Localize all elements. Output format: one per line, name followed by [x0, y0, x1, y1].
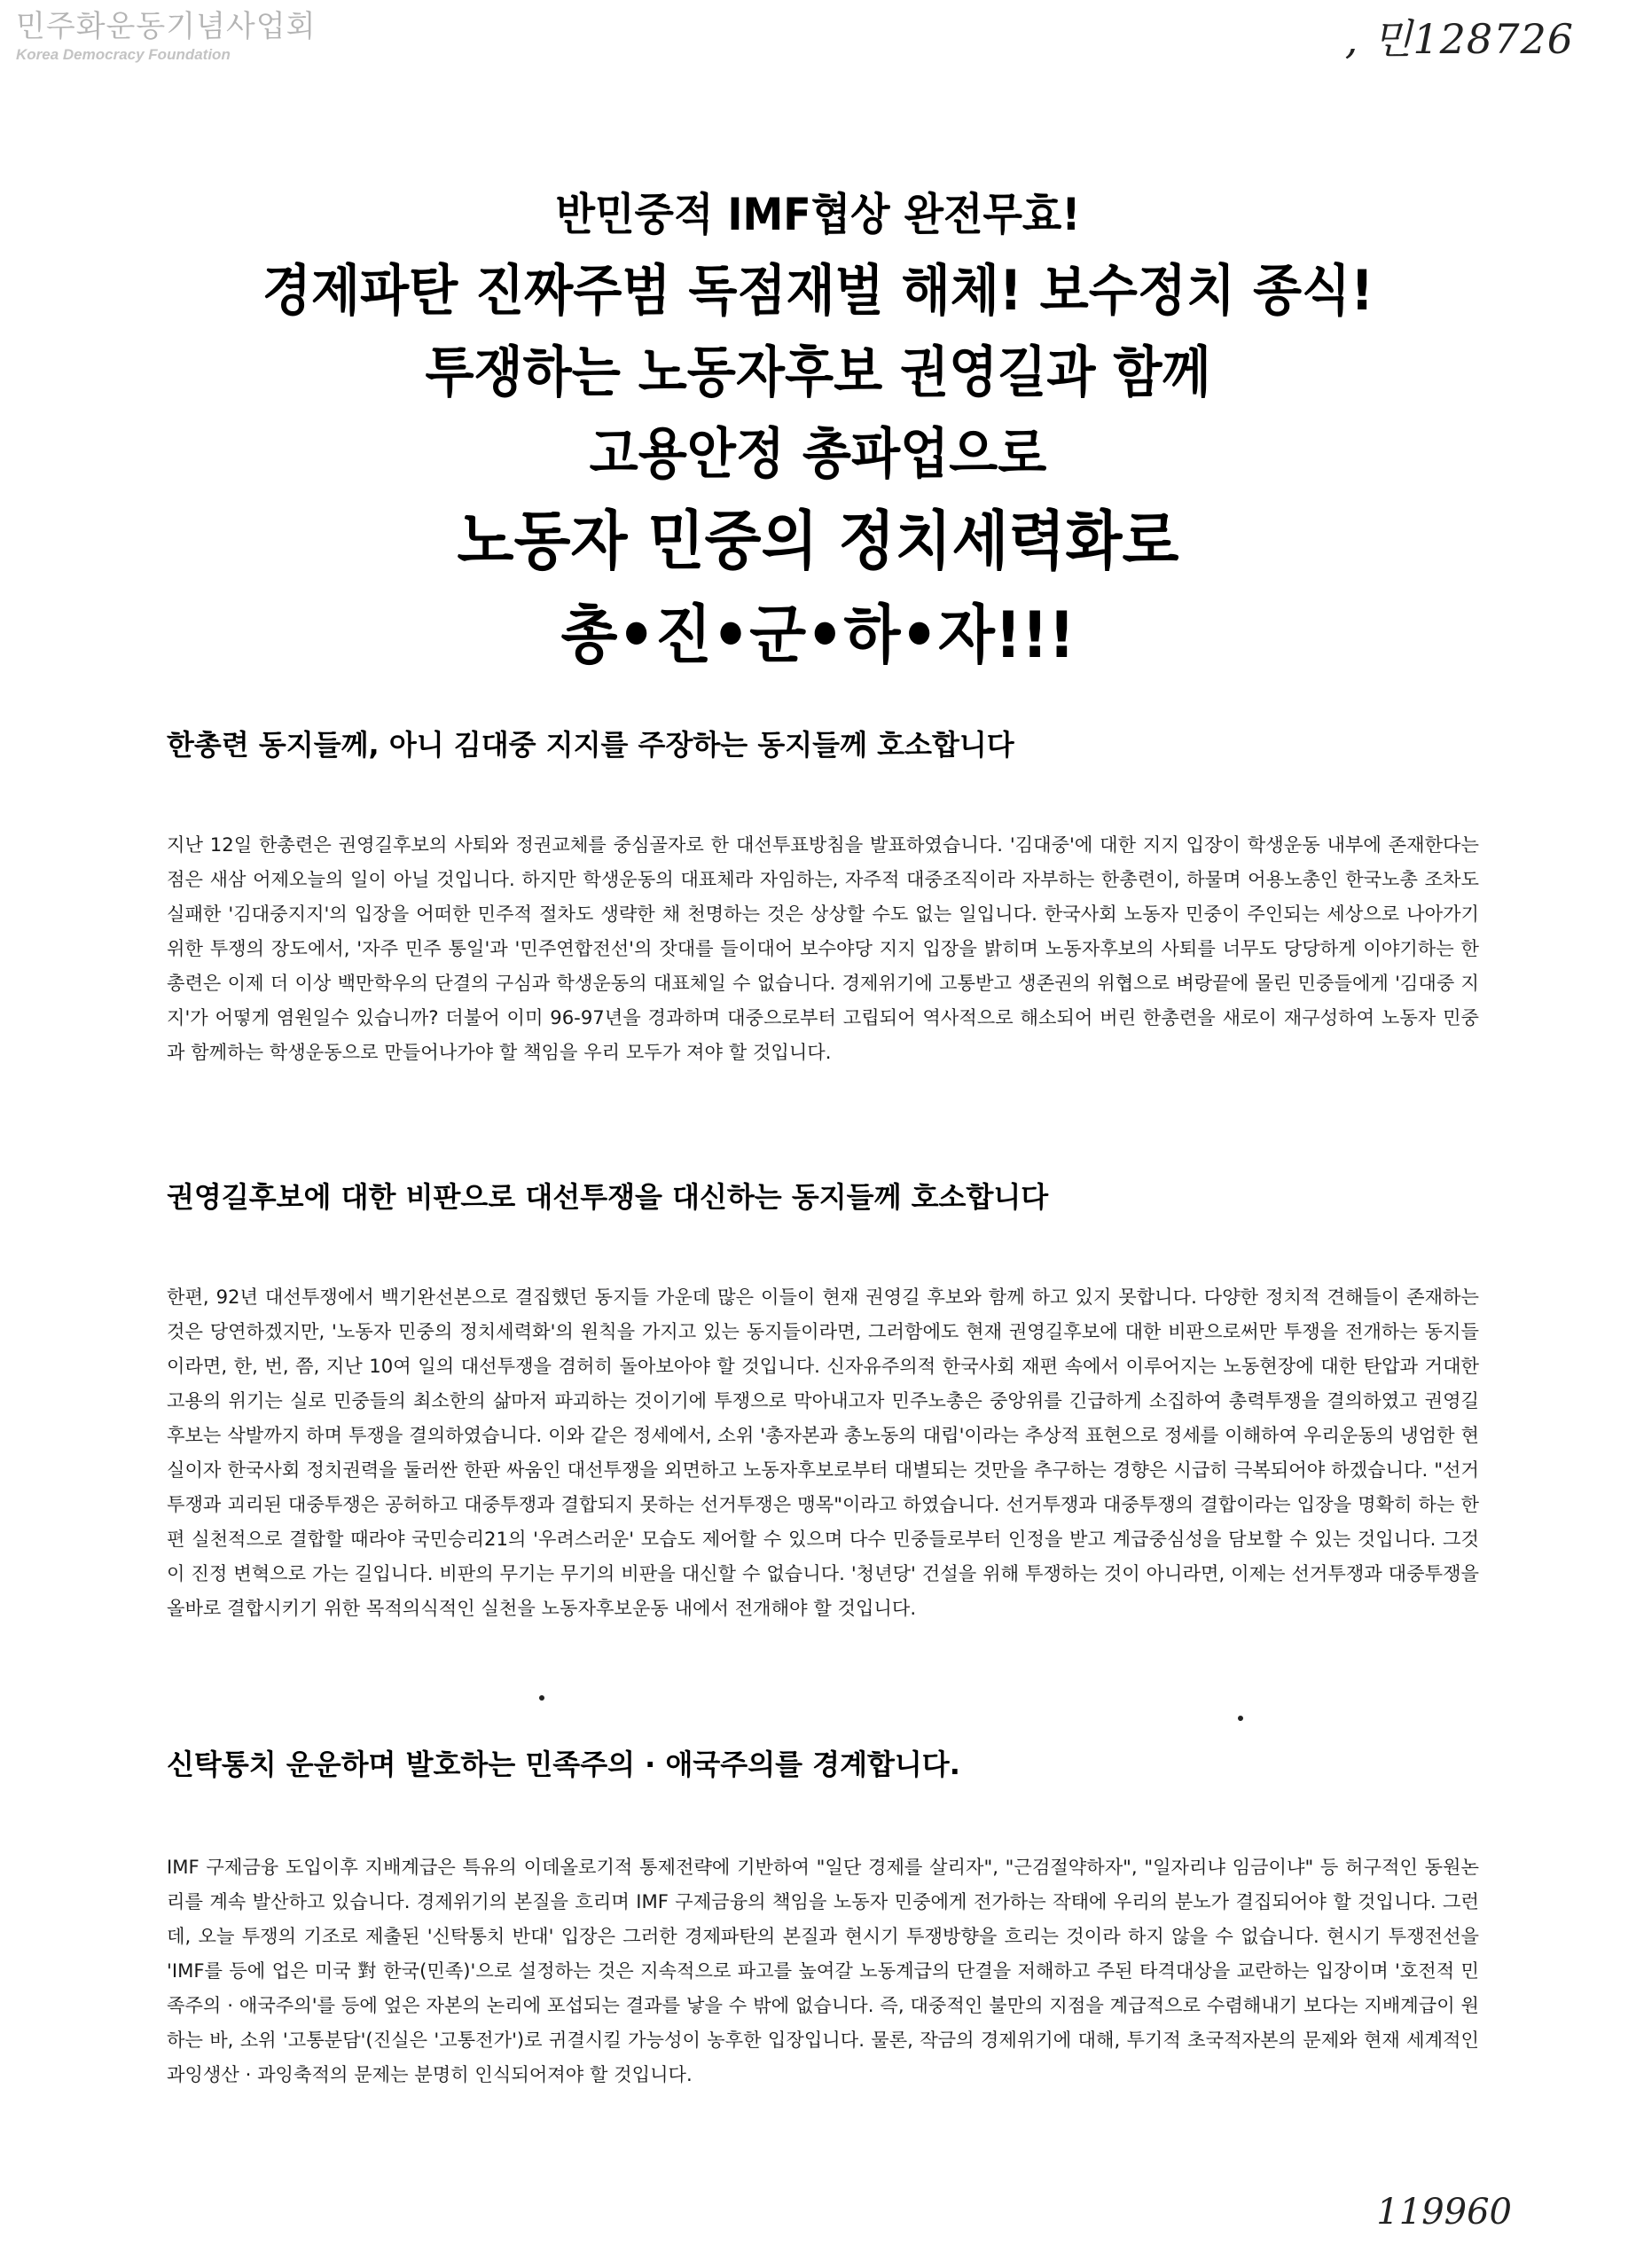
section-3	[167, 1747, 1479, 2092]
scan-speck	[1238, 1716, 1243, 1721]
title-line-1: 반민중적 IMF협상 완전무효!	[555, 189, 1081, 240]
section-heading: 신탁통치 운운하며 발호하는 민족주의 · 애국주의를 경계합니다.	[167, 1748, 960, 1781]
scan-speck	[539, 1695, 544, 1701]
watermark-logo	[16, 9, 316, 64]
archive-number: , 민128726	[1344, 15, 1574, 63]
section-body: 지난 12일 한총련은 권영길후보의 사퇴와 정권교체를 중심골자로 한 대선투표방침을 발표하였습니다. '김대중'에 대한 지지 입장이 학생운동 내부에 존재한다는 점은 새삼 어제오늘의 일이 아닐 것입니다. 하지만 학생운동의 대표체라 자임하는, 자주적 대중조직이라 자부하는 한총련이, 하물며 어용노총인 한국노총 조차도 실패한 '김대중지지'의 입장을 어떠한 민주적 절차도 생략한 채 천명하는 것은 상상할 수도 없는 일입니다. 한국사회 노동자 민중이 주인되는 세상으로 나아가기 위한 투쟁의 장도에서, '자주 민주 통일'과 '민주연합전선'의 잣대를 들이대어 보수야당 지지 입장을 밝히며 노동자후보의 사퇴를 너무도 당당하게 이야기하는 한총련은 이제 더 이상 백만학우의 단결의 구심과 학생운동의 대표체일 수 없습니다. 경제위기에 고통받고 생존권의 위협으로 벼랑끝에 몰린 민중들에게 '김대중 지지'가 어떻게 염원일수 있습니까? 더불어 이미 96-97년을 경과하며 대중으로부터 고립되어 역사적으로 해소되어 버린 한총련을 새로이 재구성하여 노동자 민중과 함께하는 학생운동으로 만들어나가야 할 책임을 우리 모두가 져야 할 것입니다.	[167, 833, 1479, 1063]
title-line-3: 투쟁하는 노동자후보 권영길과 함께	[425, 340, 1211, 404]
title-line-5: 노동자 민중의 정치세력화로	[457, 504, 1179, 578]
section-heading: 권영길후보에 대한 비판으로 대선투쟁을 대신하는 동지들께 호소합니다	[167, 1180, 1049, 1214]
page-number: 119960	[1376, 2192, 1512, 2233]
section-heading: 한총련 동지들께, 아니 김대중 지지를 주장하는 동지들께 호소합니다	[167, 728, 1014, 762]
title-block	[0, 186, 1636, 676]
watermark-korean: 민주화운동기념사업회	[16, 9, 317, 44]
section-body: IMF 구제금융 도입이후 지배계급은 특유의 이데올로기적 통제전략에 기반하여 "일단 경제를 살리자", "근검절약하자", "일자리냐 임금이냐" 등 허구적인 동원논리를 계속 발산하고 있습니다. 경제위기의 본질을 흐리며 IMF 구제금융의 책임을 노동자 민중에게 전가하는 작태에 우리의 분노가 결집되어야 할 것입니다. 그런데, 오늘 투쟁의 기조로 제출된 '신탁통치 반대' 입장은 그러한 경제파탄의 본질과 현시기 투쟁방향을 흐리는 것이라 하지 않을 수 없습니다. 현시기 투쟁전선을 'IMF를 등에 업은 미국 對 한국(민족)'으로 설정하는 것은 지속적으로 파고를 높여갈 노동계급의 단결을 저해하고 주된 타격대상을 교란하는 입장이며 '호전적 민족주의 · 애국주의'를 등에 엎은 자본의 논리에 포섭되는 결과를 낳을 수 밖에 없습니다. 즉, 대중적인 불만의 지점을 계급적으로 수렴해내기 보다는 지배계급이 원하는 바, 소위 '고통분담'(진실은 '고통전가')로 귀결시킬 가능성이 농후한 입장입니다. 물론, 작금의 경제위기에 대해, 투기적 초국적자본의 문제와 현재 세계적인 과잉생산 · 과잉축적의 문제는 분명히 인식되어져야 할 것입니다.	[167, 1856, 1479, 2085]
watermark-english: Korea Democracy Foundation	[16, 46, 231, 63]
title-line-6: 총•진•군•하•자!!!	[560, 598, 1076, 672]
title-line-2: 경제파탄 진짜주범 독점재벌 해체! 보수정치 종식!	[262, 258, 1374, 323]
section-body: 한편, 92년 대선투쟁에서 백기완선본으로 결집했던 동지들 가운데 많은 이들이 현재 권영길 후보와 함께 하고 있지 못합니다. 다양한 정치적 견해들이 존재하는 것은 당연하겠지만, '노동자 민중의 정치세력화'의 원칙을 가지고 있는 동지들이라면, 그러함에도 현재 권영길후보에 대한 비판으로써만 투쟁을 전개하는 동지들이라면, 한, 번, 쯤, 지난 10여 일의 대선투쟁을 겸허히 돌아보아야 할 것입니다. 신자유주의적 한국사회 재편 속에서 이루어지는 노동현장에 대한 탄압과 거대한 고용의 위기는 실로 민중들의 최소한의 삶마저 파괴하는 것이기에 투쟁으로 막아내고자 민주노총은 중앙위를 긴급하게 소집하여 총력투쟁을 결의하였고 권영길 후보는 삭발까지 하며 투쟁을 결의하였습니다. 이와 같은 정세에서, 소위 '총자본과 총노동의 대립'이라는 추상적 표현으로 정세를 이해하여 우리운동의 냉엄한 현실이자 한국사회 정치권력을 둘러싼 한판 싸움인 대선투쟁을 외면하고 노동자후보로부터 대별되는 것만을 추구하는 경향은 시급히 극복되어야 하겠습니다. "선거투쟁과 괴리된 대중투쟁은 공허하고 대중투쟁과 결합되지 못하는 선거투쟁은 맹목"이라고 하였습니다. 선거투쟁과 대중투쟁의 결합이라는 입장을 명확히 하는 한편 실천적으로 결합할 때라야 국민승리21의 '우려스러운' 모습도 제어할 수 있으며 다수 민중들로부터 인정을 받고 계급중심성을 담보할 수 있는 것입니다. 그것이 진정 변혁으로 가는 길입니다. 비판의 무기는 무기의 비판을 대신할 수 없습니다. '청년당' 건설을 위해 투쟁하는 것이 아니라면, 이제는 선거투쟁과 대중투쟁을 올바로 결합시키기 위한 목적의식적인 실천을 노동자후보운동 내에서 전개해야 할 것입니다.	[167, 1286, 1479, 1619]
section-2	[167, 1179, 1479, 1625]
title-line-4: 고용안정 총파업으로	[589, 421, 1047, 486]
section-1	[167, 727, 1479, 1069]
